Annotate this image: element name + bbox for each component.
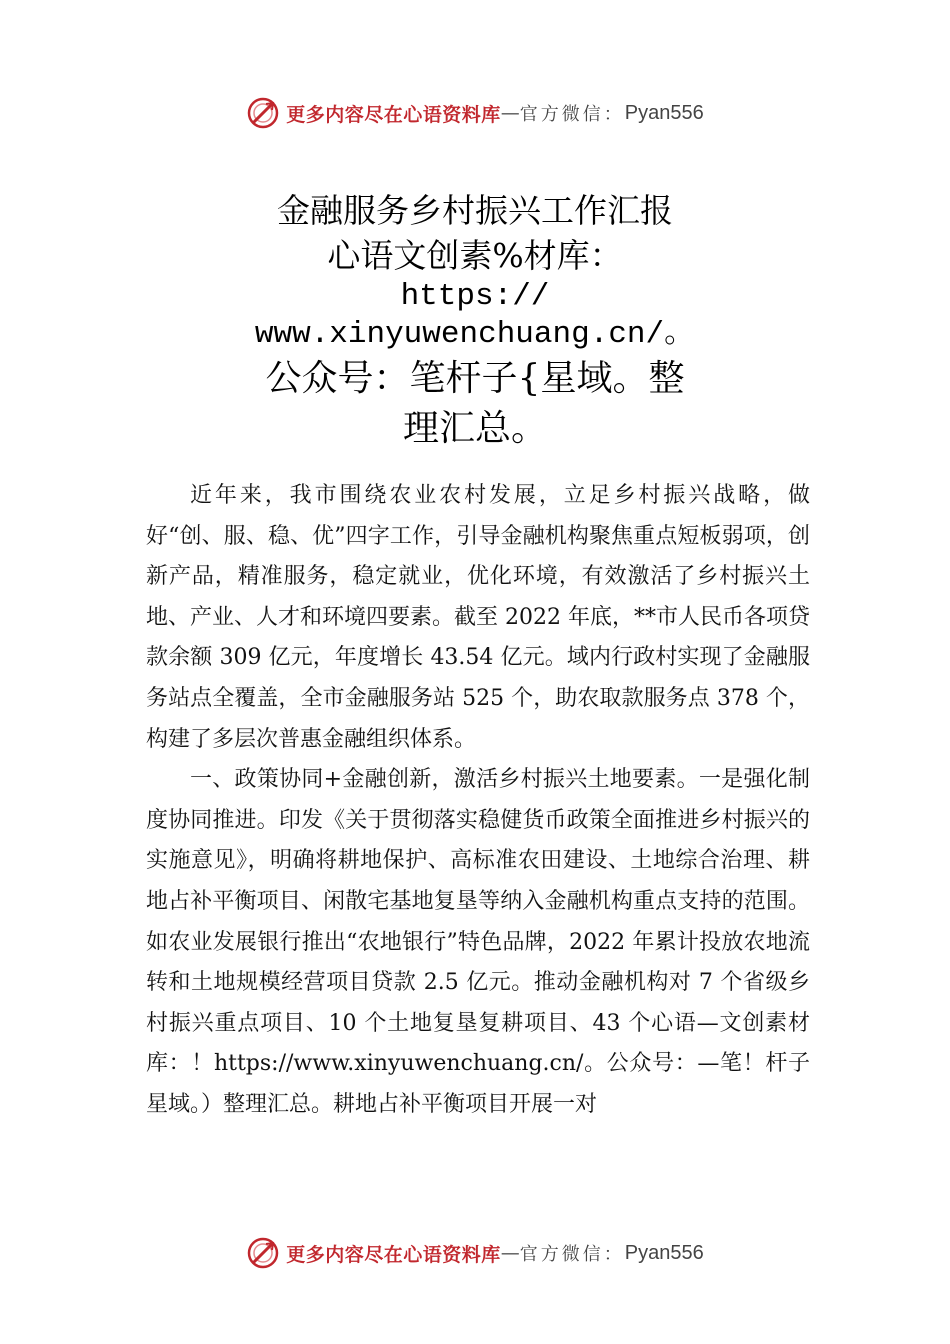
- banner-separator: —: [500, 1242, 520, 1264]
- brand-logo-icon: [246, 96, 280, 130]
- title-line: 理汇总。: [402, 408, 547, 449]
- header-banner: [0, 93, 950, 133]
- banner-wechat-label: 官方微信：: [519, 1244, 625, 1265]
- title-line: 金融服务乡村振兴工作汇报: [277, 191, 673, 230]
- banner-wechat-label: 官方微信：: [519, 104, 625, 125]
- banner-wechat-id: Pyan556: [624, 1241, 704, 1264]
- paragraph: 近年来，我市围绕农业农村发展，立足乡村振兴战略，做好“创、服、稳、优”四字工作，引导金融机构聚焦重点短板弱项，创新产品，精准服务，稳定就业，优化环境，有效激活了乡村振兴土地、产业、人才和环境四要素。截至 2022 年底，**市人民币各项贷款余额 309 亿元，年度增长 43.54 亿元。域内行政村实现了金融服务站点全覆盖，全市金融服务站 525 个，助农取款服务点 378 个，构建了多层次普惠金融组织体系。: [146, 483, 810, 752]
- title-line: https://: [400, 279, 550, 314]
- title-line: 公众号：笔杆子{星域。整: [265, 358, 685, 399]
- paragraph: 一、政策协同+金融创新，激活乡村振兴土地要素。一是强化制度协同推进。印发《关于贯彻落实稳健货币政策全面推进乡村振兴的实施意见》，明确将耕地保护、高标准农田建设、土地综合治理、耕地占补平衡项目、闲散宅基地复垦等纳入金融机构重点支持的范围。如农业发展银行推出“农地银行”特色品牌，2022 年累计投放农地流转和土地规模经营项目贷款 2.5 亿元。推动金融机构对 7 个省级乡村振兴重点项目、10 个土地复垦复耕项目、43 个心语—文创素材库：！https://www.xinyuwenchuang.cn/。公众号：—笔！杆子星域。）整理汇总。耕地占补平衡项目开展一对: [146, 767, 810, 1117]
- banner-text: 更多内容尽在心语资料库: [286, 103, 501, 126]
- title-line: 心语文创素%材库：: [327, 236, 623, 275]
- banner-separator: —: [500, 102, 520, 124]
- banner-wechat-id: Pyan556: [624, 101, 704, 124]
- document-body: [146, 476, 810, 1126]
- title-line: www.xinyuwenchuang.cn/。: [254, 317, 696, 352]
- brand-logo-icon: [246, 1236, 280, 1270]
- banner-text: 更多内容尽在心语资料库: [286, 1243, 501, 1266]
- document-title: [150, 188, 800, 454]
- footer-banner: [0, 1233, 950, 1273]
